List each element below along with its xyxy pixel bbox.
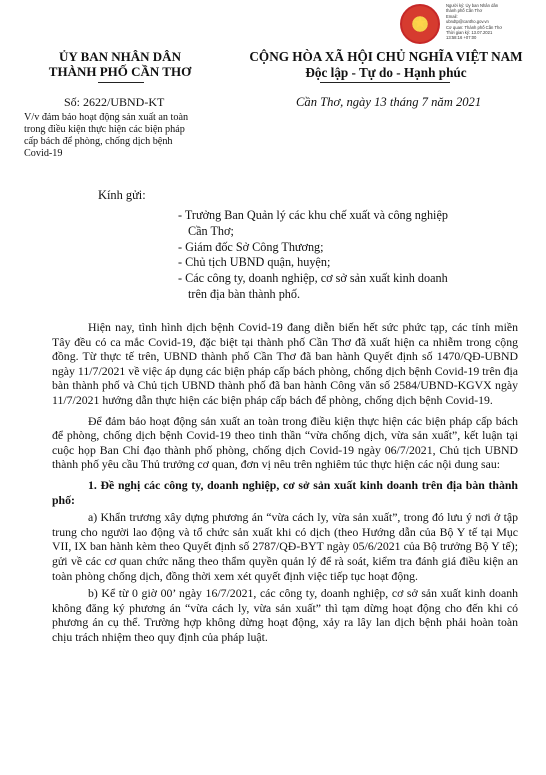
authority-underline [98, 82, 144, 83]
paragraph: Hiện nay, tình hình dịch bệnh Covid-19 đang diễn biến hết sức phức tạp, các tỉnh miền Tây đều có ca mắc Covid-19, đặc biệt tại thành phố Cần Thơ đã xuất hiện ca nhiễm trong cộng đồng. Từ thực tế trên, UBND thành phố Cần Thơ đã ban hành Quyết định số 1470/QĐ-UBND ngày 11/7/2021 về việc áp dụng các biện pháp cấp bách phòng, chống dịch bệnh Covid-19 trên địa bàn thành phố và Chủ tịch UBND thành phố đã ban hành Công văn số 2584/UBND-KGVX ngày 11/7/2021 hướng dẫn thực hiện các biện pháp cấp bách để phòng, chống dịch bệnh Covid-19. [52, 320, 518, 407]
national-emblem-seal [400, 4, 440, 44]
document-number: Số: 2622/UBND-KT [64, 95, 165, 109]
signature-line: Người ký: Ủy ban Nhân dân [446, 3, 499, 8]
subject-line: V/v đảm bảo hoạt động sản xuất an toàn [24, 112, 189, 123]
signature-line: Cơ quan: Thành phố Cần Thơ [446, 24, 503, 30]
national-title: CỘNG HÒA XÃ HỘI CHỦ NGHĨA VIỆT NAM [249, 49, 523, 64]
recipient-item: - Các công ty, doanh nghiệp, cơ sở sản xuất kinh doanh [178, 271, 448, 286]
recipient-item: Cần Thơ; [188, 223, 234, 238]
paragraph: a) Khẩn trương xây dựng phương án “vừa cách ly, vừa sản xuất”, trong đó lưu ý nơi ở tập trung cho người lao động và tổ chức sản xuất khi có dịch (theo Hướng dẫn của Bộ Y tế tại Mục VII, IX ban hành kèm theo Quyết định số 2787/QĐ-BYT ngày 05/6/2021 của Bộ trưởng Bộ Y tế); gửi về các cơ quan chức năng theo thẩm quyền quản lý để rà soát, kiểm tra đánh giá điều kiện an toàn phòng chống dịch, đồng thời xem xét quyết định việc tiếp tục hoạt động. [52, 510, 518, 583]
subject-line: trong điều kiện thực hiện các biện pháp [24, 124, 185, 135]
date-line: Cần Thơ, ngày 13 tháng 7 năm 2021 [296, 95, 482, 109]
signature-line: Email: [446, 13, 458, 19]
paragraph: b) Kể từ 0 giờ 00’ ngày 16/7/2021, các công ty, doanh nghiệp, cơ sở sản xuất kinh doanh không đăng ký phương án “vừa cách ly, vừa sản xuất” thì tạm dừng hoạt động cho đến khi có phương án cụ thể. Trường hợp không dừng hoạt động, xảy ra lây lan dịch bệnh phải hoàn toàn chịu trách nhiệm theo quy định của pháp luật. [52, 586, 518, 644]
digital-signature-block [446, 3, 542, 41]
subject-line: Covid-19 [24, 148, 63, 159]
issuing-authority [20, 49, 220, 79]
national-motto: Độc lập - Tự do - Hạnh phúc [305, 65, 467, 80]
section-heading: 1. Đề nghị các công ty, doanh nghiệp, cơ sở sản xuất kinh doanh trên địa bàn thành phố: [52, 477, 518, 507]
document-body [52, 320, 518, 644]
authority-line-1: ỦY BAN NHÂN DÂN [59, 49, 181, 64]
recipient-item: - Trưởng Ban Quản lý các khu chế xuất và công nghiệp [178, 208, 448, 222]
recipients-list [178, 208, 528, 303]
signature-line: ubndtp@cantho.gov.vn [446, 19, 489, 25]
authority-line-2: THÀNH PHỐ CẦN THƠ [48, 64, 192, 79]
recipients-label: Kính gửi: [98, 188, 146, 202]
document-subject [20, 112, 224, 160]
recipient-item: trên địa bàn thành phố. [188, 286, 301, 301]
signature-line: thành phố Cần Thơ [446, 8, 483, 14]
signature-line: 13:58:16 +07:00 [446, 35, 477, 41]
recipient-item: - Chủ tịch UBND quận, huyện; [178, 255, 331, 270]
signature-line: Thời gian ký: 13.07.2021 [446, 30, 493, 36]
recipient-item: - Giám đốc Sở Công Thương; [178, 239, 324, 254]
subject-line: cấp bách để phòng, chống dịch bệnh [24, 136, 173, 147]
motto-underline [320, 82, 450, 83]
paragraph: Để đảm bảo hoạt động sản xuất an toàn trong điều kiện thực hiện các biện pháp cấp bách để phòng, chống dịch bệnh Covid-19 theo tinh thần “vừa chống dịch, vừa sản xuất”, kết luận tại cuộc họp Ban Chỉ đạo thành phố phòng, chống dịch Covid-19 ngày 06/7/2021, Chủ tịch UBND thành phố yêu cầu Thủ trưởng cơ quan, đơn vị nêu trên nghiêm túc thực hiện các nội dung sau: [52, 413, 518, 472]
